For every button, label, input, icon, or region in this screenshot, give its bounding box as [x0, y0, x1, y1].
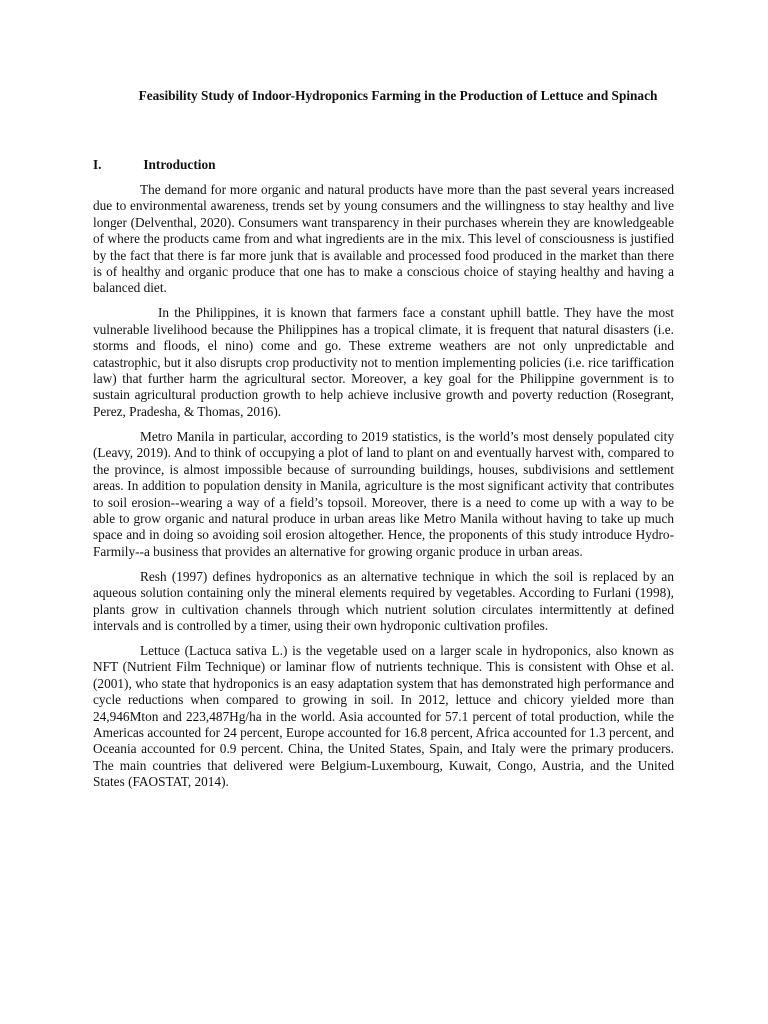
document-title: Feasibility Study of Indoor-Hydroponics Farming in the Production of Lettuce and Spinach [138, 88, 658, 103]
section-heading [93, 156, 216, 174]
paragraph-demand-organic: The demand for more organic and natural products have more than the past several years increased due to environmental awareness, trends set by young consumers and the willingness to stay healthy and live longer (Delventhal, 2020). Consumers want transparency in their purchases wherein they are knowledgeable of where the products came from and what ingredients are in the mix. This level of consciousness is justified by the fact that there is far more junk that is available and processed food produced in the market than there is of healthy and organic produce that one has to make a conscious choice of staying healthy and having a balanced diet. [93, 182, 674, 296]
body-text [93, 182, 674, 799]
section-title: Introduction [143, 157, 216, 172]
section-number: I. [93, 157, 102, 172]
paragraph-metro-manila: Metro Manila in particular, according to 2019 statistics, is the world’s most densely populated city (Leavy, 2019). And to think of occupying a plot of land to plant on and eventually harvest with, compared to the province, is almost impossible because of surrounding buildings, houses, subdivisions and settlement areas. In addition to population density in Manila, agriculture is the most significant activity that contributes to soil erosion--wearing a way of a field’s topsoil. Moreover, there is a need to come up with a way to be able to grow organic and natural produce in urban areas like Metro Manila without having to take up much space and in doing so avoiding soil erosion altogether. Hence, the proponents of this study introduce Hydro-Farmily--a business that provides an alternative for growing organic produce in urban areas. [93, 428, 674, 559]
paragraph-hydroponics-definition: Resh (1997) defines hydroponics as an alternative technique in which the soil is replaced by an aqueous solution containing only the mineral elements required by vegetables. According to Furlani (1998), plants grow in cultivation channels through which nutrient solution circulates intermittently at defined intervals and is controlled by a timer, using their own hydroponic cultivation profiles. [93, 568, 674, 633]
paragraph-philippines-farmers: In the Philippines, it is known that farmers face a constant uphill battle. They have the most vulnerable livelihood because the Philippines has a tropical climate, it is frequent that natural disasters (i.e. storms and floods, el nino) come and go. These extreme weathers are not only unpredictable and catastrophic, but it also disrupts crop productivity not to mention implementing policies (i.e. rice tariffication law) that further harm the agricultural sector. Moreover, a key goal for the Philippine government is to sustain agricultural production growth to help achieve inclusive growth and poverty reduction (Rosegrant, Perez, Pradesha, & Thomas, 2016). [93, 305, 674, 419]
paragraph-lettuce-production: Lettuce (Lactuca sativa L.) is the vegetable used on a larger scale in hydroponics, also known as NFT (Nutrient Film Technique) or laminar flow of nutrients technique. This is consistent with Ohse et al. (2001), who state that hydroponics is an easy adaptation system that has demonstrated high performance and cycle reductions when compared to growing in soil. In 2012, lettuce and chicory yielded more than 24,946Mton and 223,487Hg/ha in the world. Asia accounted for 57.1 percent of total production, while the Americas accounted for 24 percent, Europe accounted for 16.8 percent, Africa accounted for 1.3 percent, and Oceania accounted for 0.9 percent. China, the United States, Spain, and Italy were the primary producers. The main countries that delivered were Belgium-Luxembourg, Kuwait, Congo, Austria, and the United States (FAOSTAT, 2014). [93, 642, 674, 790]
